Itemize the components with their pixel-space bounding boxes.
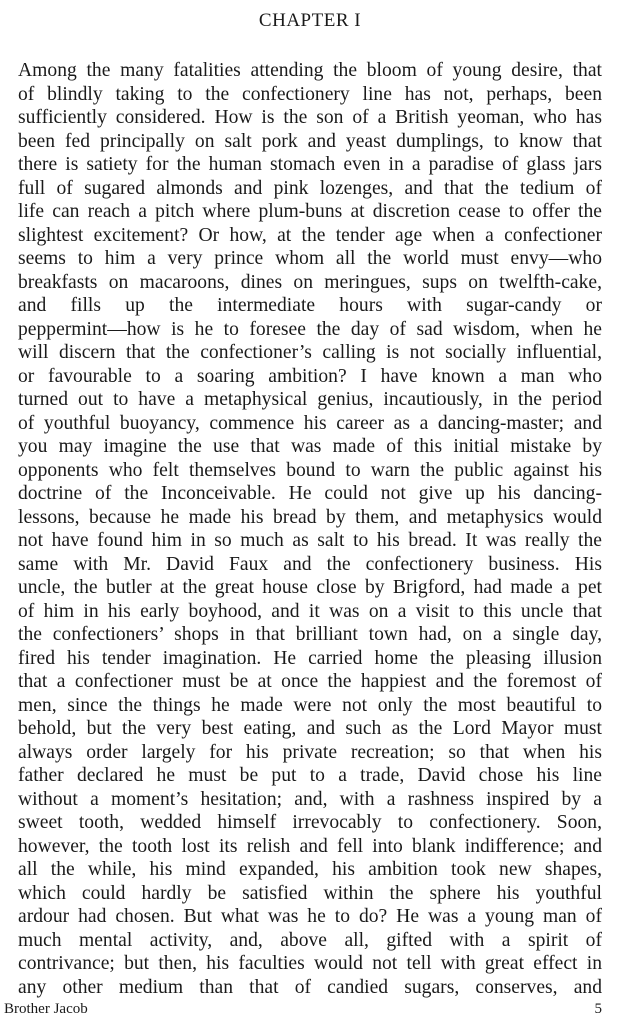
text-line: sweet tooth, wedded himself irrevocably to confectionery. Soon, xyxy=(18,812,602,833)
text-line: without a moment’s hesitation; and, with a rashness inspired by a xyxy=(18,788,602,810)
text-line: men, since the things he made were not only the most beautiful to xyxy=(18,694,602,716)
text-line: not have found him in so much as salt to his bread. It was really the xyxy=(18,530,602,551)
chapter-title: CHAPTER I xyxy=(258,10,362,31)
text-line: father declared he must be put to a trade, David chose his line xyxy=(18,765,602,786)
text-line: full of sugared almonds and pink lozenges, and that the tedium of xyxy=(18,177,602,199)
text-line: seems to him a very prince whom all the world must envy—who xyxy=(18,248,602,269)
body-paragraph xyxy=(18,59,602,999)
text-line: doctrine of the Inconceivable. He could not give up his dancing- xyxy=(18,483,602,504)
text-line: of him in his early boyhood, and it was on a visit to this uncle that xyxy=(18,600,602,622)
text-line: uncle, the butler at the great house close by Brigford, had made a pet xyxy=(18,577,602,598)
text-line: peppermint—how is he to foresee the day of sad wisdom, when he xyxy=(18,318,602,340)
text-line: always order largely for his private recreation; so that when his xyxy=(18,741,602,763)
text-line: much mental activity, and, above all, gifted with a spirit of xyxy=(18,929,602,951)
page-number: 5 xyxy=(594,1001,602,1017)
text-line: opponents who felt themselves bound to warn the public against his xyxy=(18,459,602,481)
text-line: sufficiently considered. How is the son of a British yeoman, who has xyxy=(18,107,602,128)
text-line: which could hardly be satisfied within the sphere his youthful xyxy=(18,882,602,904)
running-title: Brother Jacob xyxy=(4,1001,88,1017)
text-line: any other medium than that of candied sugars, conserves, and xyxy=(18,976,602,998)
text-line: slightest excitement? Or how, at the tender age when a confectioner xyxy=(18,224,602,246)
text-line: turned out to have a metaphysical genius, incautiously, in the period xyxy=(18,389,602,410)
text-line: behold, but the very best eating, and such as the Lord Mayor must xyxy=(18,718,602,739)
text-line: fired his tender imagination. He carried home the pleasing illusion xyxy=(18,647,602,669)
text-line: of blindly taking to the confectionery line has not, perhaps, been xyxy=(18,83,602,105)
text-line: same with Mr. David Faux and the confectionery business. His xyxy=(18,553,602,575)
text-line: and fills up the intermediate hours with sugar-candy or xyxy=(18,295,602,316)
text-line: the confectioners’ shops in that brilliant town had, on a single day, xyxy=(18,624,602,645)
text-line: ardour had chosen. But what was he to do? He was a young man of xyxy=(18,906,602,927)
page-footer xyxy=(4,1001,602,1018)
text-line: life can reach a pitch where plum-buns at discretion cease to offer the xyxy=(18,201,602,222)
text-line: lessons, because he made his bread by them, and metaphysics would xyxy=(18,506,602,528)
text-line: that a confectioner must be at once the happiest and the foremost of xyxy=(18,671,602,692)
text-line: of youthful buoyancy, commence his career as a dancing-master; and xyxy=(18,412,602,434)
text-line: will discern that the confectioner’s calling is not socially influential, xyxy=(18,342,602,363)
text-line: contrivance; but then, his faculties would not tell with great effect in xyxy=(18,953,602,974)
text-line: breakfasts on macaroons, dines on meringues, sups on twelfth-cake, xyxy=(18,271,602,293)
text-line: however, the tooth lost its relish and fell into blank indifference; and xyxy=(18,835,602,857)
text-line: there is satiety for the human stomach even in a paradise of glass jars xyxy=(18,154,602,175)
text-line: or favourable to a soaring ambition? I have known a man who xyxy=(18,365,602,387)
text-line: Among the many fatalities attending the bloom of young desire, that xyxy=(18,60,602,81)
text-line: you may imagine the use that was made of this initial mistake by xyxy=(18,436,602,457)
text-line: all the while, his mind expanded, his ambition took new shapes, xyxy=(18,859,602,880)
text-line: been fed principally on salt pork and yeast dumplings, to know that xyxy=(18,130,602,152)
